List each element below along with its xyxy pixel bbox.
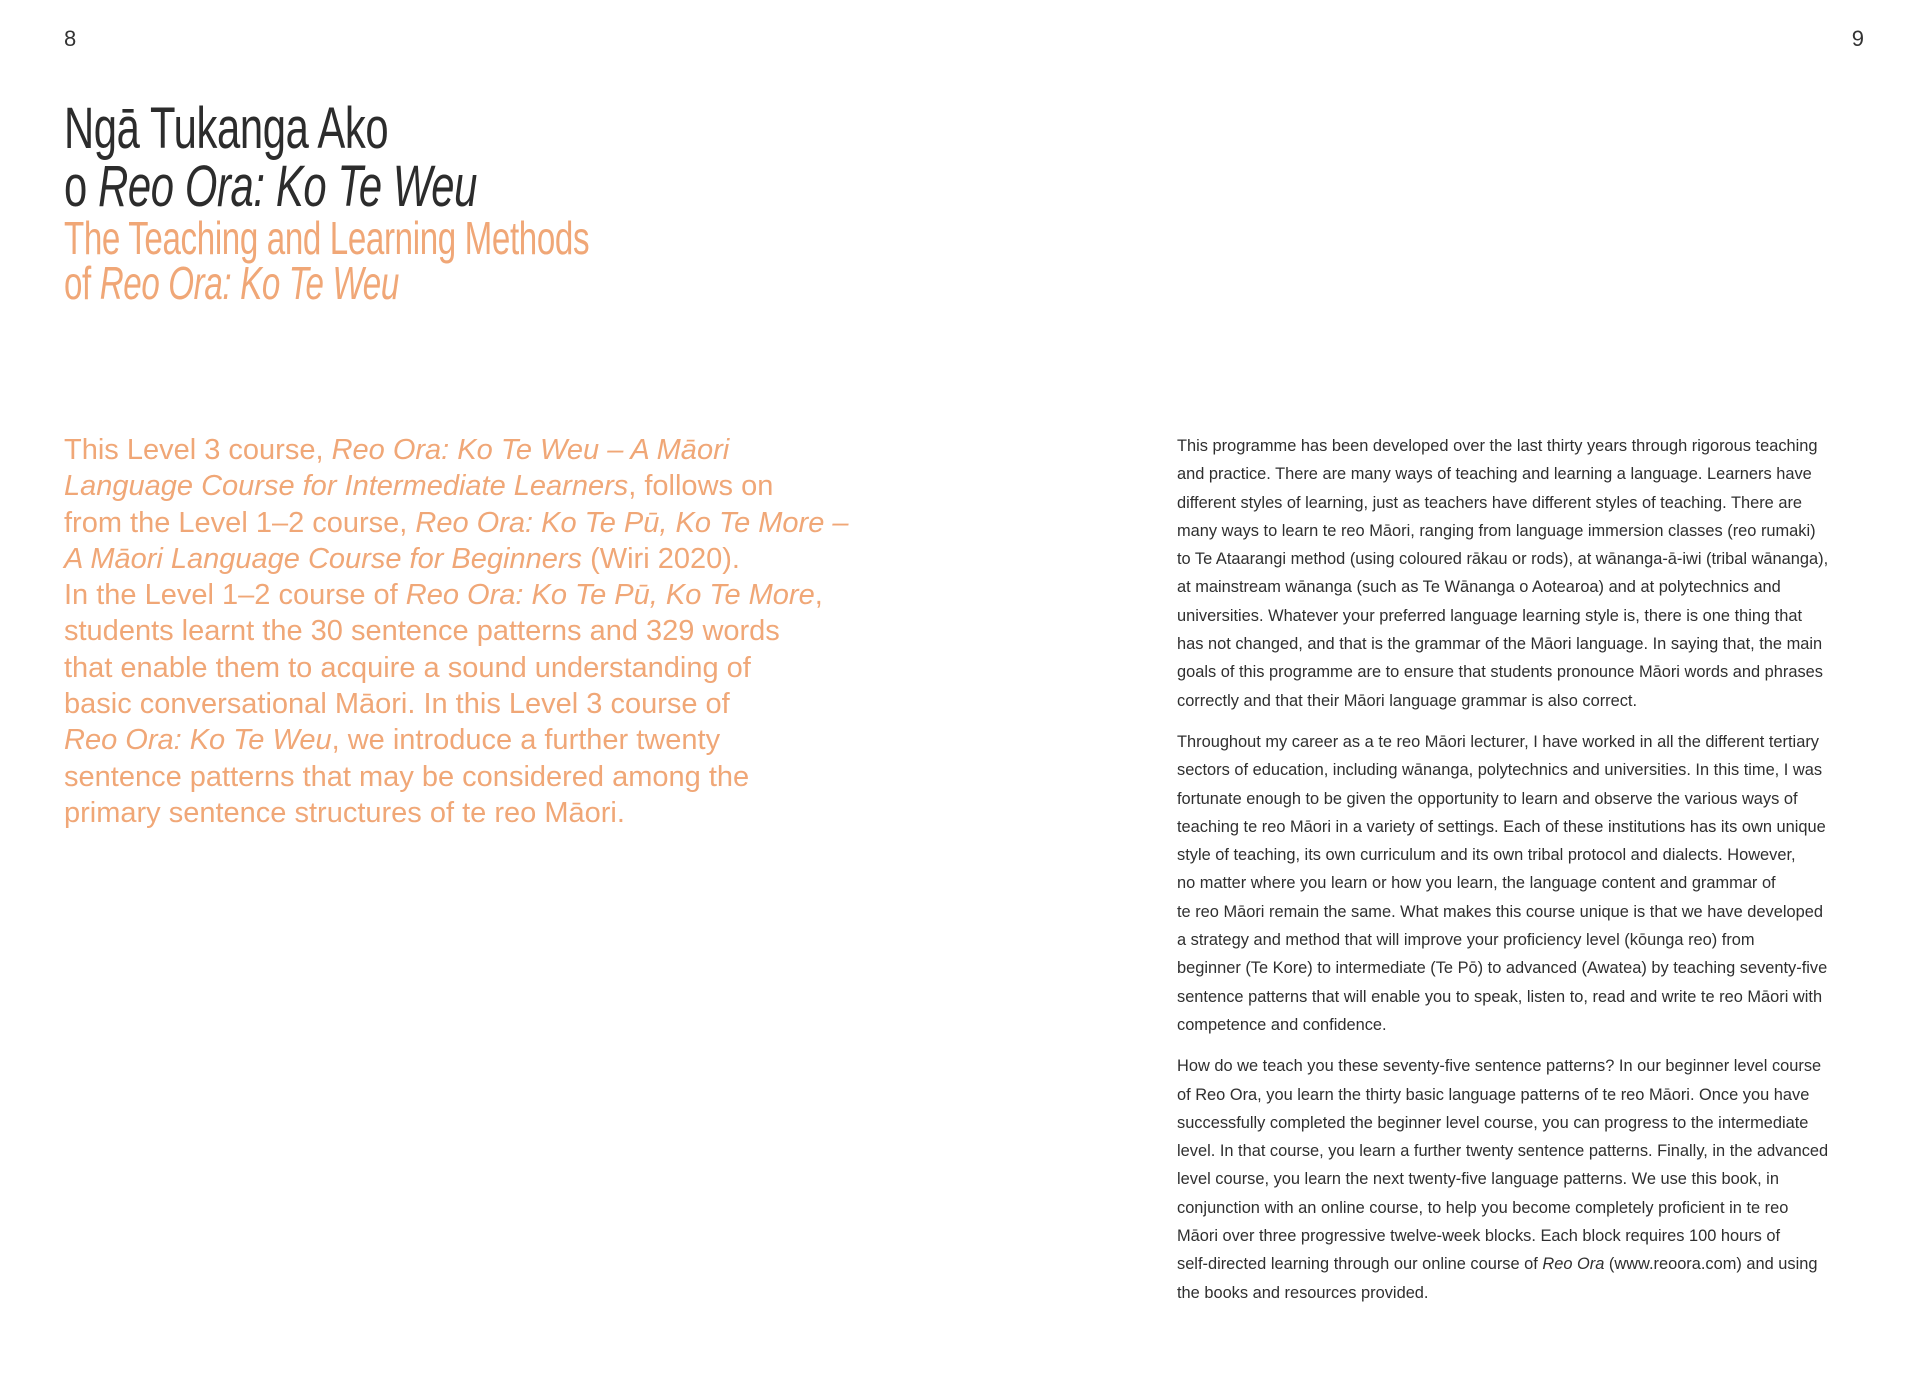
intro-text-italic: Reo Ora: Ko Te Weu — [64, 724, 332, 757]
page-number-right: 9 — [1851, 26, 1864, 51]
body-line: many ways to learn te reo Māori, ranging from language immersion classes (reo rumaki) — [1177, 521, 1816, 540]
title-english-line-1: The Teaching and Learning Methods — [64, 212, 590, 264]
intro-line — [64, 543, 740, 575]
title-maori-line-2 — [64, 154, 589, 219]
body-line: goals of this programme are to ensure that students pronounce Māori words and phrases — [1177, 663, 1823, 682]
body-line: universities. Whatever your preferred language learning style is, there is one thing that — [1177, 606, 1803, 625]
title-maori-line-1: Ngā Tukanga Ako — [64, 96, 389, 161]
body-text-italic: Reo Ora — [1542, 1255, 1605, 1274]
title-english-line-2 — [64, 257, 589, 309]
body-line — [1177, 1250, 1877, 1278]
intro-text-italic: Reo Ora: Ko Te Pū, Ko Te More – — [415, 506, 849, 539]
intro-text: , follows on — [628, 470, 774, 503]
intro-line — [64, 470, 773, 502]
intro-line: primary sentence structures of te reo Māori. — [64, 796, 625, 829]
body-line: beginner (Te Kore) to intermediate (Te Pō) to advanced (Awatea) by teaching seventy-five — [1177, 959, 1828, 978]
intro-text-italic: Reo Ora: Ko Te Weu – A Māori — [331, 434, 730, 466]
body-line: level course, you learn the next twenty-five language patterns. We use this book, in — [1177, 1170, 1779, 1189]
intro-text-italic: Reo Ora: Ko Te Pū, Ko Te More — [405, 579, 815, 612]
body-line: This programme has been developed over the last thirty years through rigorous teaching — [1177, 437, 1818, 455]
title-english-line-2-prefix: of — [64, 257, 100, 309]
body-line: a strategy and method that will improve your proficiency level (kōunga reo) from — [1177, 931, 1755, 950]
body-line: fortunate enough to be given the opportunity to learn and observe the various ways of — [1177, 789, 1798, 808]
intro-line — [64, 434, 729, 466]
body-line: and practice. There are many ways of teaching and learning a language. Learners have — [1177, 465, 1812, 484]
intro-line — [64, 507, 849, 539]
intro-paragraph — [64, 432, 894, 831]
body-line: successfully completed the beginner level course, you can progress to the intermediate — [1177, 1113, 1809, 1132]
title-english-line-2-italic: Reo Ora: Ko Te Weu — [99, 257, 399, 309]
body-line: Māori over three progressive twelve-week blocks. Each block requires 100 hours of — [1177, 1227, 1781, 1246]
body-paragraph-3 — [1177, 1052, 1877, 1307]
intro-line — [64, 724, 720, 756]
body-paragraph-2 — [1177, 728, 1877, 1039]
body-line: correctly and that their Māori language grammar is also correct. — [1177, 691, 1638, 710]
body-line: different styles of learning, just as teachers have different styles of teaching. There are — [1177, 493, 1803, 512]
title-maori-line-2-prefix: o — [64, 154, 99, 219]
body-line: no matter where you learn or how you learn, the language content and grammar of — [1177, 874, 1776, 893]
intro-line: that enable them to acquire a sound understanding of — [64, 651, 751, 684]
body-line: style of teaching, its own curriculum and its own tribal protocol and dialects. However, — [1177, 846, 1796, 865]
intro-text-italic: Language Course for Intermediate Learners — [64, 470, 629, 503]
body-line: How do we teach you these seventy-five sentence patterns? In our beginner level course — [1177, 1057, 1822, 1076]
body-text: (www.reoora.com) and using — [1604, 1255, 1818, 1274]
body-line: of Reo Ora, you learn the thirty basic language patterns of te reo Māori. Once you have — [1177, 1085, 1810, 1104]
body-line: conjunction with an online course, to help you become completely proficient in te reo — [1177, 1198, 1789, 1217]
body-line: has not changed, and that is the grammar of the Māori language. In saying that, the main — [1177, 635, 1823, 654]
body-line: to Te Ataarangi method (using coloured rākau or rods), at wānanga-ā-iwi (tribal wānanga), — [1177, 550, 1829, 569]
intro-text: In the Level 1–2 course of — [64, 579, 406, 612]
body-line: competence and confidence. — [1177, 1015, 1387, 1034]
body-paragraph-1 — [1177, 432, 1877, 715]
body-line: teaching te reo Māori in a variety of settings. Each of these institutions has its own unique — [1177, 817, 1826, 836]
intro-text: This Level 3 course, — [64, 434, 332, 466]
intro-line: basic conversational Māori. In this Level 3 course of — [64, 688, 730, 721]
body-text: self-directed learning through our online course of — [1177, 1255, 1543, 1274]
intro-text: (Wiri 2020). — [582, 542, 740, 575]
body-line: te reo Māori remain the same. What makes this course unique is that we have developed — [1177, 902, 1823, 921]
body-line: at mainstream wānanga (such as Te Wānanga o Aotearoa) and at polytechnics and — [1177, 578, 1781, 597]
title-maori-line-2-italic: Reo Ora: Ko Te Weu — [98, 154, 477, 219]
body-line: level. In that course, you learn a further twenty sentence patterns. Finally, in the advanced — [1177, 1142, 1829, 1161]
intro-text-italic: A Māori Language Course for Beginners — [64, 542, 583, 575]
body-line: Throughout my career as a te reo Māori lecturer, I have worked in all the different tertiary — [1177, 732, 1819, 751]
body-line: the books and resources provided. — [1177, 1283, 1429, 1302]
intro-text: , we introduce a further twenty — [331, 724, 721, 757]
intro-line: students learnt the 30 sentence patterns and 329 words — [64, 615, 780, 648]
body-line: sectors of education, including wānanga, polytechnics and universities. In this time, I was — [1177, 761, 1823, 780]
chapter-title — [64, 96, 793, 309]
intro-text: , — [814, 579, 823, 612]
intro-line: sentence patterns that may be considered among the — [64, 760, 750, 793]
body-line: sentence patterns that will enable you to speak, listen to, read and write te reo Māori with — [1177, 987, 1823, 1006]
intro-line — [64, 579, 823, 611]
intro-text: from the Level 1–2 course, — [64, 506, 416, 539]
page-number-left: 8 — [64, 26, 77, 51]
body-text-column — [1177, 432, 1877, 1320]
